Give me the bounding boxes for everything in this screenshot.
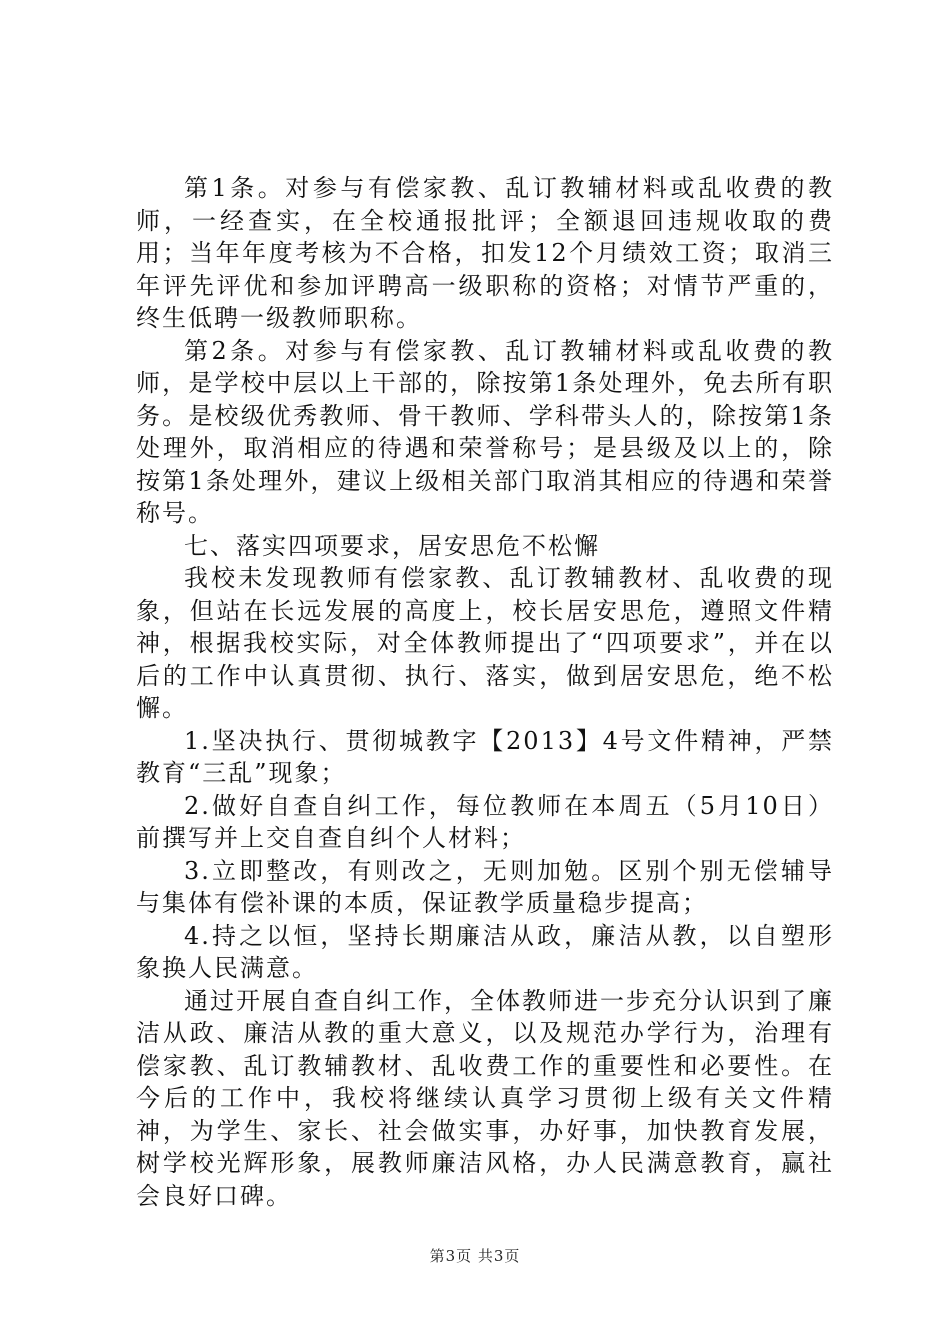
section-heading-seven: 七、落实四项要求，居安思危不松懈: [184, 531, 600, 560]
paragraph-article-1: 第1条。对参与有偿家教、乱订教辅材料或乱收费的教师，一经查实，在全校通报批评；全额退回违规收取的费用；当年年度考核为不合格，扣发12个月绩效工资；取消三年评先评优和参加评聘高一级职称的资格；对情节严重的，终生低聘一级教师职称。: [136, 174, 834, 332]
requirement-item-4: 4.持之以恒，坚持长期廉洁从政，廉洁从教，以自塑形象换人民满意。: [136, 921, 834, 982]
requirement-item-1: 1.坚决执行、贯彻城教字【2013】4号文件精神，严禁教育“三乱”现象；: [136, 726, 834, 787]
requirement-item-2: 2.做好自查自纠工作，每位教师在本周五（5月10日）前撰写并上交自查自纠个人材料；: [136, 791, 834, 852]
requirement-item-3: 3.立即整改，有则改之，无则加勉。区别个别无偿辅导与集体有偿补课的本质，保证教学质量稳步提高；: [136, 856, 834, 917]
paragraph-intro-requirements: 我校未发现教师有偿家教、乱订教辅教材、乱收费的现象，但站在长远发展的高度上，校长居安思危，遵照文件精神，根据我校实际，对全体教师提出了“四项要求”，并在以后的工作中认真贯彻、执行、落实，做到居安思危，绝不松懈。: [136, 564, 834, 722]
page-number-footer: 第3页 共3页: [429, 1247, 521, 1265]
document-body: [136, 172, 834, 1212]
paragraph-article-2: 第2条。对参与有偿家教、乱订教辅材料或乱收费的教师，是学校中层以上干部的，除按第1条处理外，免去所有职务。是校级优秀教师、骨干教师、学科带头人的，除按第1条处理外，取消相应的待遇和荣誉称号；是县级及以上的，除按第1条处理外，建议上级相关部门取消其相应的待遇和荣誉称号。: [136, 336, 834, 527]
paragraph-conclusion: 通过开展自查自纠工作，全体教师进一步充分认识到了廉洁从政、廉洁从教的重大意义，以及规范办学行为，治理有偿家教、乱订教辅教材、乱收费工作的重要性和必要性。在今后的工作中，我校将继续认真学习贯彻上级有关文件精神，为学生、家长、社会做实事，办好事，加快教育发展，树学校光辉形象，展教师廉洁风格，办人民满意教育，赢社会良好口碑。: [136, 986, 834, 1210]
